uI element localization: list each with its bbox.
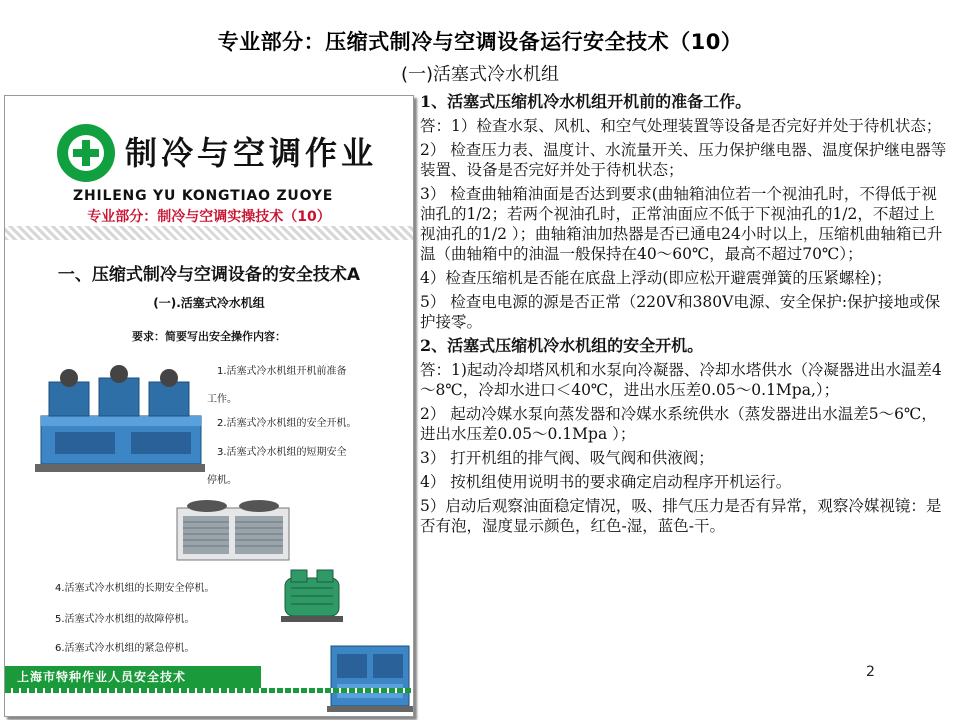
- cover-item-1-cont: 工作。: [207, 394, 237, 405]
- section-1-answer-2: 2） 检查压力表、温度计、水流量开关、压力保护继电器、温度保护继电器等装置、设备是否完好并处于待机状态；: [420, 141, 947, 179]
- footer-stripes: [5, 688, 413, 693]
- cover-item-3: 3.活塞式冷水机组的短期安全: [217, 447, 347, 458]
- cover-requirement: 要求：简要写出安全操作内容：: [132, 330, 286, 343]
- cover-subheading: (一).活塞式冷水机组: [153, 296, 265, 310]
- section-2-heading: 2、活塞式压缩机冷水机组的安全开机。: [420, 336, 704, 355]
- section-1-answer-4: 4）检查压缩机是否能在底盘上浮动(即应松开避震弹簧的压紧螺栓)；: [420, 269, 892, 287]
- section-1-answer-5: 5） 检查电电源的源是否正常（220V和380V电源、安全保护:保护接地或保护接零。: [420, 293, 941, 331]
- compressor-icon: [277, 566, 347, 626]
- air-cooled-unit-icon: [173, 488, 293, 568]
- section-1-answer-3: 3） 检查曲轴箱油面是否达到要求(曲轴箱油位若一个视油孔时，不得低于视油孔的1/2；若两个视油孔时，正常油面应不低于下视油孔的1/2，不超过上视油孔的1/2 ）；曲轴箱油加热器是否已通电24小时以上，压缩机曲轴箱已升温（曲轴箱中的油温一般保持在40～60℃，最高不超过70℃）；: [420, 185, 943, 263]
- section-2-answer-4: 4） 按机组使用说明书的要求确定启动程序开机运行。: [420, 473, 792, 491]
- content-panel: [420, 92, 950, 540]
- section-2-answer-1: 答：1)起动冷却塔风机和水泵向冷凝器、冷却水塔供水（冷凝器进出水温差4～8℃，冷却水进口＜40℃，进出水压差0.05～0.1Mpa,）；: [420, 361, 942, 399]
- section-2-answer-2: 2） 起动冷媒水泵向蒸发器和冷媒水系统供水（蒸发器进出水温差5～6℃，进出水压差0.05～0.1Mpa ）；: [420, 405, 937, 443]
- brand-chinese: 制冷与空调作业: [125, 134, 378, 172]
- page-number: 2: [866, 664, 875, 680]
- page-title: 专业部分：压缩式制冷与空调设备运行安全技术（10）: [217, 30, 743, 54]
- cover-item-6: 6.活塞式冷水机组的紧急停机。: [55, 643, 195, 654]
- cover-item-2: 2.活塞式冷水机组的安全开机。: [217, 418, 357, 429]
- section-1-answer-1: 答：1）检查水泵、风机、和空气处理装置等设备是否完好并处于待机状态；: [420, 117, 942, 135]
- section-1-heading: 1、活塞式压缩机冷水机组开机前的准备工作。: [420, 92, 752, 111]
- cover-item-5: 5.活塞式冷水机组的故障停机。: [55, 614, 195, 625]
- cover-image: [4, 95, 414, 717]
- section-2-answer-5: 5）启动后观察油面稳定情况，吸、排气压力是否有异常，观察冷媒视镜：是否有泡，湿度显示颜色，红色-湿，蓝色-干。: [420, 497, 942, 535]
- divider-band: [5, 226, 413, 240]
- cover-subtitle: 专业部分：制冷与空调实操技术（10）: [87, 209, 331, 225]
- cover-item-1: 1.活塞式冷水机组开机前准备: [217, 366, 347, 377]
- cover-footer-bar: 上海市特种作业人员安全技术: [5, 666, 261, 688]
- page-subtitle: (一)活塞式冷水机组: [400, 64, 560, 85]
- cover-item-4: 4.活塞式冷水机组的长期安全停机。: [55, 583, 215, 594]
- chiller-machine-icon: [35, 364, 205, 479]
- water-chiller-icon: [327, 636, 413, 716]
- brand-english: ZHILENG YU KONGTIAO ZUOYE: [73, 188, 334, 204]
- section-2-answer-3: 3） 打开机组的排气阀、吸气阀和供液阀；: [420, 449, 714, 467]
- cover-item-3-cont: 停机。: [207, 475, 237, 486]
- cover-heading: 一、压缩式制冷与空调设备的安全技术A: [57, 265, 361, 285]
